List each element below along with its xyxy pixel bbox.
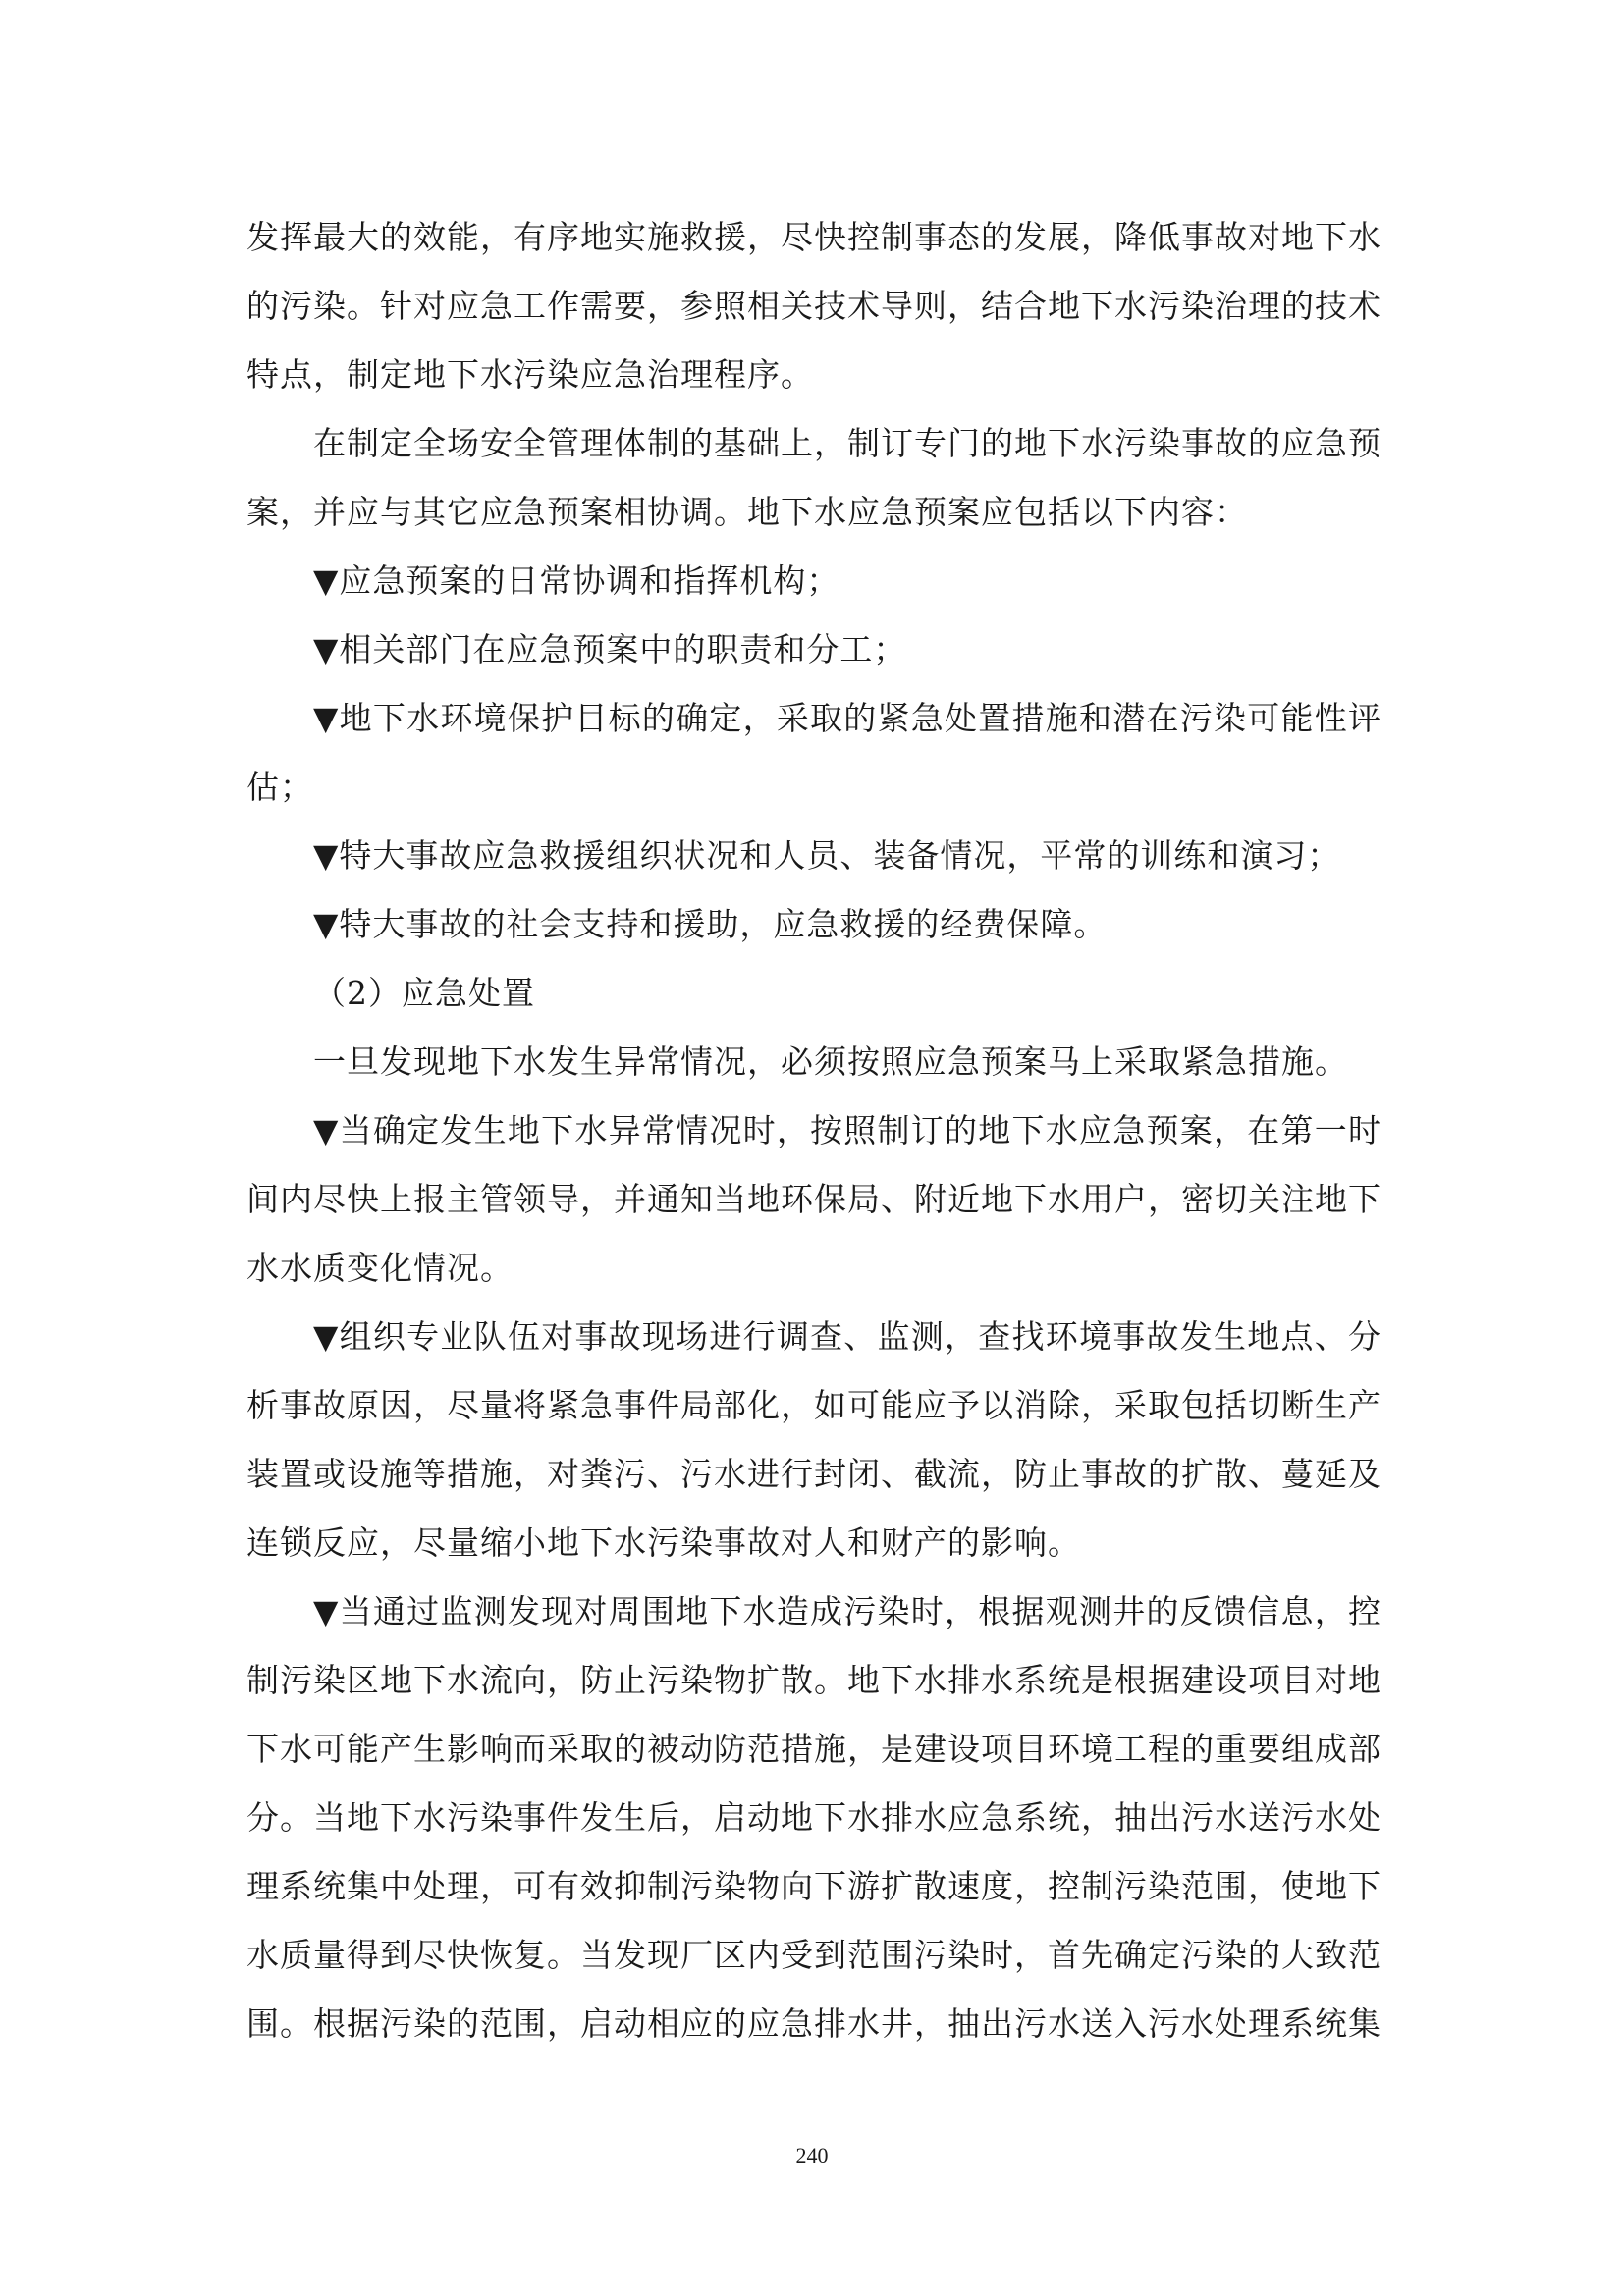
list-item: ▼相关部门在应急预案中的职责和分工； [313, 630, 907, 668]
list-item: ▼地下水环境保护目标的确定，采取的紧急处置措施和潜在污染可能性评估； [246, 699, 1381, 806]
list-item: ▼组织专业队伍对事故现场进行调查、监测，查找环境事故发生地点、分析事故原因，尽量将紧急事件局部化，如可能应予以消除，采取包括切断生产装置或设施等措施，对粪污、污水进行封闭、截流，防止事故的扩散、蔓延及连锁反应，尽量缩小地下水污染事故对人和财产的影响。 [246, 1317, 1381, 1562]
list-item: ▼当确定发生地下水异常情况时，按照制订的地下水应急预案，在第一时间内尽快上报主管领导，并通知当地环保局、附近地下水用户，密切关注地下水水质变化情况。 [246, 1111, 1381, 1287]
body-text [246, 203, 1381, 2058]
list-item: ▼应急预案的日常协调和指挥机构； [313, 561, 840, 600]
list-item: ▼当通过监测发现对周围地下水造成污染时，根据观测井的反馈信息，控制污染区地下水流向，防止污染物扩散。地下水排水系统是根据建设项目对地下水可能产生影响而采取的被动防范措施，是建设项目环境工程的重要组成部分。当地下水污染事件发生后，启动地下水排水应急系统，抽出污水送污水处理系统集中处理，可有效抑制污染物向下游扩散速度，控制污染范围，使地下水质量得到尽快恢复。当发现厂区内受到范围污染时，首先确定污染的大致范围。根据污染的范围，启动相应的应急排水井，抽出污水送入污水处理系统集 [246, 1592, 1381, 2043]
paragraph: 发挥最大的效能，有序地实施救援，尽快控制事态的发展，降低事故对地下水的污染。针对应急工作需要，参照相关技术导则，结合地下水污染治理的技术特点，制定地下水污染应急治理程序。 [246, 218, 1381, 394]
list-item: ▼特大事故应急救援组织状况和人员、装备情况，平常的训练和演习； [313, 836, 1341, 875]
list-item: ▼特大事故的社会支持和援助，应急救援的经费保障。 [313, 905, 1108, 943]
section-heading: （2）应急处置 [313, 974, 535, 1012]
paragraph: 一旦发现地下水发生异常情况，必须按照应急预案马上采取紧急措施。 [313, 1042, 1348, 1081]
page-number: 240 [795, 2143, 829, 2167]
paragraph: 在制定全场安全管理体制的基础上，制订专门的地下水污染事故的应急预案，并应与其它应急预案相协调。地下水应急预案应包括以下内容： [246, 424, 1381, 531]
